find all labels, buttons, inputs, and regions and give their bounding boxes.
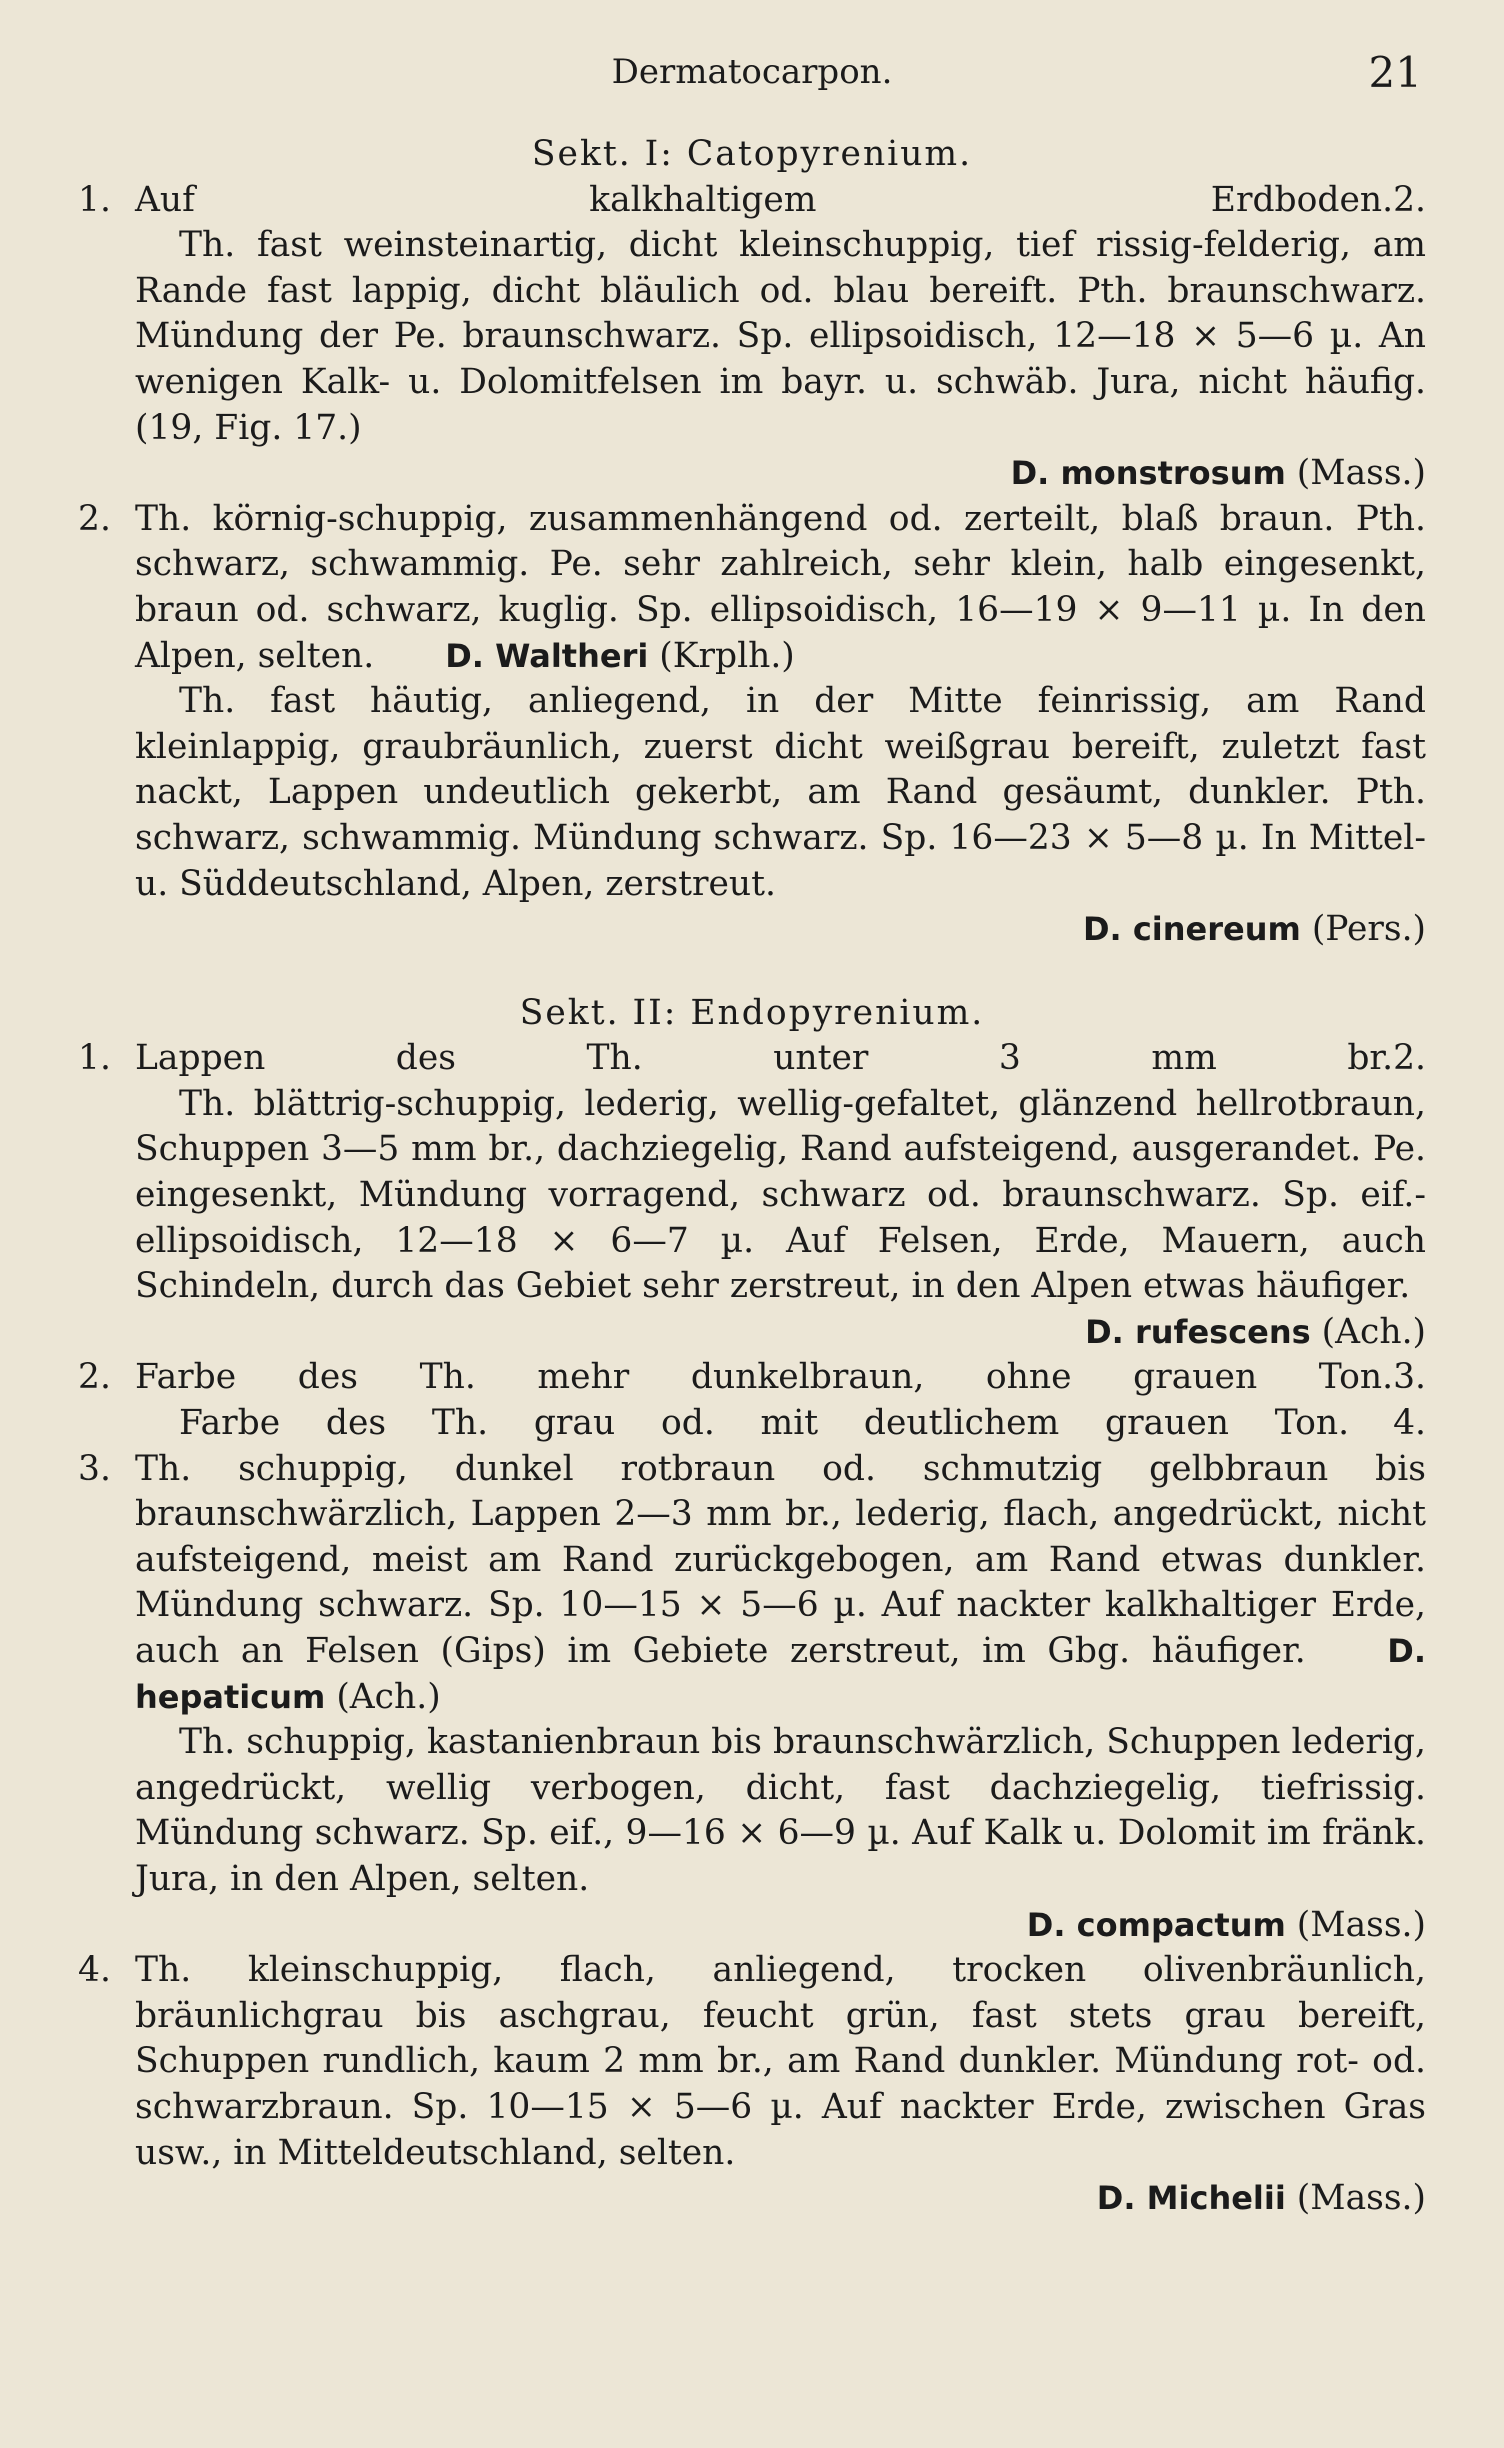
lead-reference: 3. [1393, 1357, 1426, 1398]
species-name [135, 1310, 1426, 1356]
species-author: (Ach.) [1321, 1311, 1426, 1352]
description-text: Th. schuppig, dunkel rotbraun od. schmutzig gelbbraun bis braunschwärzlich, Lappen 2—3 mm br., lederig, flach, angedrückt, nicht aufsteigend, meist am Rand zurückgebogen, am Rand etwas dunkler. Mündung schwarz. Sp. 10—15 × 5—6 µ. Auf nackter kalkhaltiger Erde, auch an Felsen (Gips) im Gebiete zerstreut, im Gbg. häufiger. [135, 1448, 1426, 1671]
key-couplet [78, 178, 1426, 497]
species-author: (Ach.) [336, 1676, 441, 1717]
couplet-description [135, 1447, 1426, 1721]
lead-reference: 2. [1393, 1038, 1426, 1079]
couplet-number: 1. [78, 179, 111, 220]
lead-text: Lappen des Th. unter 3 mm br. [135, 1038, 1394, 1079]
species-binomial: D. Waltheri [445, 636, 649, 675]
section-title: Sekt. II: Endopyrenium. [519, 992, 985, 1033]
key-couplet [78, 1036, 1426, 1355]
couplet-lead [135, 178, 1426, 224]
species-author: (Krplh.) [659, 635, 795, 676]
description-text: Th. körnig-schuppig, zusammenhängend od. zerteilt, blaß braun. Pth. schwarz, schwammig. Pe. sehr zahlreich, sehr klein, halb eingesenkt, braun od. schwarz, kuglig. Sp. ellipsoidisch, 16—19 × 9—11 µ. In den Alpen, selten. [135, 498, 1426, 676]
alternative-description: Th. schuppig, kastanienbraun bis braunschwärzlich, Schuppen lederig, angedrückt, wellig verbogen, dicht, fast dachziegelig, tiefrissig. Mündung schwarz. Sp. eif., 9—16 × 6—9 µ. Auf Kalk u. Dolomit im fränk. Jura, in den Alpen, selten. [135, 1722, 1426, 1899]
couplet-alternative-lead [135, 1401, 1426, 1447]
species-author: (Mass.) [1296, 453, 1426, 494]
species-author: (Mass.) [1296, 2178, 1426, 2219]
species-name [135, 2176, 1426, 2222]
page-body [78, 132, 1426, 2222]
couplet-number: 1. [78, 1038, 111, 1079]
alternative-description: Th. blättrig-schuppig, lederig, wellig-gefaltet, glänzend hellrotbraun, Schuppen 3—5 mm br., dachziegelig, Rand aufsteigend, ausgerandet. Pe. eingesenkt, Mündung vorragend, schwarz od. braunschwarz. Sp. eif.-ellipsoidisch, 12—18 × 6—7 µ. Auf Felsen, Erde, Mauern, auch Schindeln, durch das Gebiet sehr zerstreut, in den Alpen etwas häufiger. [135, 1083, 1426, 1307]
couplet-number: 4. [78, 1950, 111, 1991]
running-title: Dermatocarpon. [611, 52, 893, 92]
couplet-description [135, 497, 1426, 679]
key-couplet [78, 1948, 1426, 2222]
lead-text: Auf kalkhaltigem Erdboden. [135, 179, 1394, 220]
species-binomial: D. Michelii [1096, 2179, 1286, 2218]
alternative-description: Th. fast häutig, anliegend, in der Mitte feinrissig, am Rand kleinlappig, graubräunlich, zuerst dicht weißgrau bereift, zuletzt fast nackt, Lappen undeutlich gekerbt, am Rand gesäumt, dunkler. Pth. schwarz, schwammig. Mündung schwarz. Sp. 16—23 × 5—8 µ. In Mittel- u. Süddeutschland, Alpen, zerstreut. [135, 681, 1426, 904]
lead-reference: 2. [1393, 179, 1426, 220]
key-couplet [78, 497, 1426, 953]
species-binomial: D. rufescens [1085, 1312, 1311, 1351]
couplet-number: 3. [78, 1448, 111, 1489]
species-name [135, 1903, 1426, 1949]
section-title: Sekt. I: Catopyrenium. [531, 134, 973, 174]
species-author: (Pers.) [1311, 909, 1426, 950]
species-name [135, 451, 1426, 497]
species-binomial: D. hepaticum [135, 1632, 1427, 1716]
page-number: 21 [1368, 48, 1422, 97]
couplet-number: 2. [78, 498, 111, 539]
species-binomial: D. monstrosum [1010, 454, 1286, 493]
species-name [135, 907, 1426, 953]
alt-lead-reference: 4. [1393, 1403, 1426, 1444]
species-binomial: D. compactum [1026, 1905, 1286, 1944]
lead-text: Farbe des Th. mehr dunkelbraun, ohne grauen Ton. [135, 1357, 1394, 1398]
alternative-description: Th. fast weinsteinartig, dicht kleinschuppig, tief rissig-felderig, am Rande fast lappig, dicht bläulich od. blau bereift. Pth. braunschwarz. Mündung der Pe. braunschwarz. Sp. ellipsoidisch, 12—18 × 5—6 µ. An wenigen Kalk- u. Dolomitfelsen im bayr. u. schwäb. Jura, nicht häufig. (19, Fig. 17.) [135, 225, 1426, 448]
alt-lead-text: Farbe des Th. grau od. mit deutlichem grauen Ton. [179, 1403, 1350, 1444]
species-binomial: D. cinereum [1082, 910, 1301, 949]
key-couplet [78, 1447, 1426, 1949]
page-header [0, 48, 1504, 108]
species-name [445, 636, 795, 676]
couplet-lead [135, 1036, 1426, 1082]
couplet-description: Th. kleinschuppig, flach, anliegend, trocken olivenbräunlich, bräunlichgrau bis aschgrau, feucht grün, fast stets grau bereift, Schuppen rundlich, kaum 2 mm br., am Rand dunkler. Mündung rot- od. schwarzbraun. Sp. 10—15 × 5—6 µ. Auf nackter Erde, zwischen Gras usw., in Mitteldeutschland, selten. [135, 1950, 1426, 2173]
key-couplet [78, 1355, 1426, 1446]
species-author: (Mass.) [1296, 1904, 1426, 1945]
couplet-number: 2. [78, 1357, 111, 1398]
couplet-lead [135, 1355, 1426, 1401]
